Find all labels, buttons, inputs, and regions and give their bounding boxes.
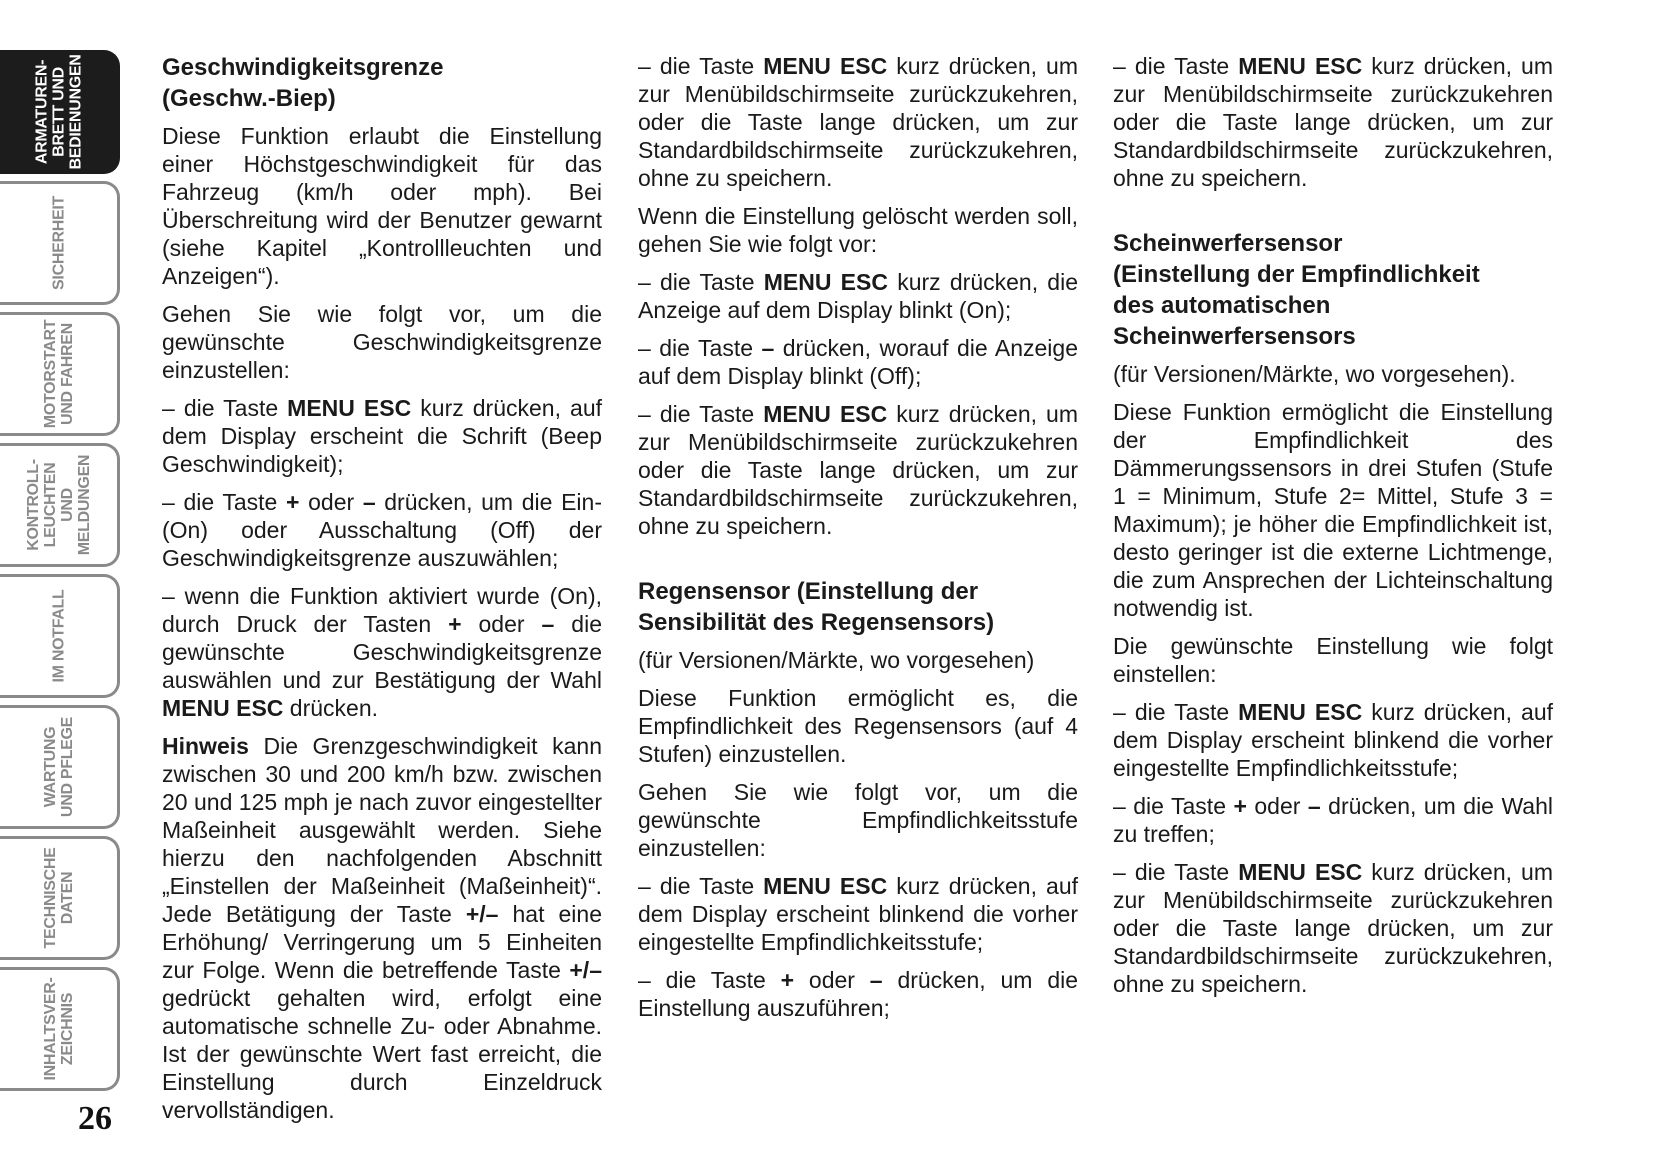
paragraph [638,966,1078,1022]
column-2 [638,52,1078,1032]
paragraph: Diese Funktion ermöglicht die Einstellung der Empfindlichkeit des Dämmerungssensors in drei Stufen (Stufe 1 = Minimum, Stufe 2= Mittel, Stufe 3 = Maximum); je höher die Empfindlichkeit ist, desto geringer ist die externe Lichtmenge, die zum Ansprechen der Lichteinschaltung notwendig ist. [1113,399,1553,621]
key-label: MENU ESC [162,695,284,721]
text: – die Taste [638,873,764,899]
text: – die Taste [638,967,781,993]
key-label: – [362,489,376,515]
key-label: – [869,967,883,993]
paragraph: Gehen Sie wie folgt vor, um die gewünschte Geschwindigkeitsgrenze einzustellen: [162,301,602,383]
heading-line: (Geschw.-Biep) [162,85,336,112]
key-label: +/– [465,901,499,927]
text: kurz drücken, auf dem Display erscheint blinkend die vorher eingestellte Empfindlichkeitsstufe; [638,873,1078,955]
text: oder [299,489,363,515]
heading-line: (Einstellung der Empfindlichkeit [1113,261,1480,288]
text: drücken. [283,695,379,721]
tab-wartung[interactable] [0,705,120,829]
text: kurz drücken, auf dem Display erscheint die Schrift (Beep Geschwindigkeit); [162,395,602,477]
key-label: MENU ESC [287,395,412,421]
tab-im-notfall[interactable] [0,574,120,698]
availability-note: (für Versionen/Märkte, wo vorgesehen) [638,647,1035,673]
tab-label: MOTORSTART UND FAHREN [41,319,76,429]
note-label: Hinweis [162,733,249,759]
text: kurz drücken, um zur Menübildschirmseite zurückzukehren oder die Taste lange drücken, um zur Standardbildschirmseite zurückzukehren, ohne zu speichern. [1113,859,1553,997]
text: – die Taste [638,53,764,79]
section-heading-rain-sensor [638,576,1078,638]
tab-kontrollleuchten[interactable] [0,443,120,567]
paragraph [162,394,602,478]
tab-motorstart[interactable] [0,312,120,436]
heading-line: Regensensor (Einstellung der [638,578,979,605]
text: kurz drücken, um zur Menübildschirmseite zurückzukehren oder die Taste lange drücken, um zur Standardbildschirmseite zurückzukehren, ohne zu speichern. [1113,53,1553,191]
text: – die Taste [162,489,287,515]
text: oder [1246,793,1308,819]
key-label: MENU ESC [1238,53,1363,79]
paragraph: Diese Funktion erlaubt die Einstellung einer Höchstgeschwindigkeit für das Fahrzeug (km/h oder mph). Bei Überschreitung wird der Benutzer gewarnt (siehe Kapitel „Kontrollleuchten und Anzeigen“). [162,123,602,289]
text: – die Taste [1113,699,1239,725]
heading-line: Scheinwerfersensors [1113,323,1356,350]
key-label: MENU ESC [1238,699,1363,725]
text: – die Taste [638,269,764,295]
paragraph [638,268,1078,324]
key-label: – [1307,793,1321,819]
paragraph [1113,858,1553,998]
tab-technische-daten[interactable] [0,836,120,960]
key-label: MENU ESC [763,873,888,899]
key-label: MENU ESC [763,401,888,427]
text: drücken, um die Einstellung auszuführen; [638,967,1079,1021]
column-1 [162,52,602,1134]
note-paragraph [162,732,602,1124]
paragraph [638,400,1078,540]
chapter-sidebar [0,50,124,1095]
heading-line: des automatischen [1113,292,1331,319]
text: oder [794,967,870,993]
tab-armaturenbrett[interactable] [0,50,120,174]
heading-line: Scheinwerfersensor [1113,230,1343,257]
tab-label: KONTROLL- LEUCHTEN UND MELDUNGEN [24,454,93,556]
tab-label: ARMATUREN- BRETT UND BEDIENUNGEN [33,54,84,170]
text: kurz drücken, um zur Menübildschirmseite zurückzukehren oder die Taste lange drücken, um zur Standardbildschirmseite zurückzukehren, ohne zu speichern. [638,401,1078,539]
heading-line: Geschwindigkeitsgrenze [162,54,444,81]
column-3 [1113,52,1553,1008]
availability-note: (für Versionen/Märkte, wo vorgesehen). [1113,361,1516,387]
text: drücken, worauf die Anzeige auf dem Display blinkt (Off); [638,335,1078,389]
page-number: 26 [78,1100,112,1137]
text: oder [461,611,542,637]
paragraph: Die gewünschte Einstellung wie folgt einstellen: [1113,633,1553,687]
key-label: MENU ESC [763,269,888,295]
key-label: MENU ESC [1238,859,1363,885]
key-label: +/– [569,957,602,983]
paragraph [638,872,1078,956]
key-label: – [541,611,555,637]
text: – wenn die Funktion aktiviert wurde (On), durch Druck der Tasten [162,583,602,637]
text: Die Grenzgeschwindigkeit kann zwischen 30 und 200 km/h bzw. zwischen 20 und 125 mph je nach zuvor eingestellter Maßeinheit ausgewählt werden. Siehe hierzu den nachfolgenden Abschnitt „Einstellen der Maßeinheit (Maßeinheit)“. Jede Betätigung der Taste [162,733,602,927]
tab-label: INHALTSVER- ZEICHNIS [41,977,76,1081]
text: – die Taste [1113,859,1239,885]
paragraph [1113,792,1553,848]
text: die gewünschte Geschwindigkeitsgrenze auswählen und zur Bestätigung der Wahl [162,611,602,693]
text: – die Taste [638,335,762,361]
paragraph [1113,698,1553,782]
text: drücken, um die Wahl zu treffen; [1113,793,1553,847]
text: kurz drücken, um zur Menübildschirmseite zurückzukehren, oder die Taste lange drücken, um zur Standardbildschirmseite zurückzukehren, ohne zu speichern. [638,53,1078,191]
section-heading-headlight-sensor [1113,228,1553,352]
key-label: + [1233,793,1247,819]
tab-label: IM NOTFALL [50,589,67,683]
text: kurz drücken, die Anzeige auf dem Display blinkt (On); [638,269,1079,323]
text: – die Taste [638,401,764,427]
paragraph [162,582,602,722]
text: – die Taste [1113,793,1234,819]
text: gedrückt gehalten wird, erfolgt eine automatische schnelle Zu- oder Abnahme. Ist der gewünschte Wert fast erreicht, die Einstellung durch Einzeldruck vervollständigen. [162,985,602,1123]
key-label: + [448,611,462,637]
text: – die Taste [162,395,288,421]
tab-inhaltsverzeichnis[interactable] [0,967,120,1091]
paragraph [638,52,1078,192]
text: hat eine Erhöhung/ Verringerung um 5 Einheiten zur Folge. Wenn die betreffende Taste [162,901,602,983]
paragraph: Gehen Sie wie folgt vor, um die gewünschte Empfindlichkeitsstufe einzustellen: [638,779,1078,861]
paragraph [162,488,602,572]
key-label: – [761,335,775,361]
heading-line: Sensibilität des Regensensors) [638,609,995,636]
paragraph: Diese Funktion ermöglicht es, die Empfindlichkeit des Regensensors (auf 4 Stufen) einzustellen. [638,685,1078,767]
tab-label: SICHERHEIT [50,196,67,290]
paragraph: Wenn die Einstellung gelöscht werden soll, gehen Sie wie folgt vor: [638,203,1078,257]
key-label: + [286,489,300,515]
paragraph [1113,52,1553,192]
text: drücken, um die Ein- (On) oder Ausschaltung (Off) der Geschwindigkeitsgrenze auszuwählen; [162,489,602,571]
tab-sicherheit[interactable] [0,181,120,305]
tab-label: TECHNISCHE DATEN [41,847,76,949]
section-heading-speed-limit [162,52,602,114]
key-label: + [780,967,795,993]
text: – die Taste [1113,53,1239,79]
key-label: MENU ESC [763,53,888,79]
text: kurz drücken, auf dem Display erscheint blinkend die vorher eingestellte Empfindlichkeitsstufe; [1113,699,1553,781]
paragraph [638,334,1078,390]
tab-label: WARTUNG UND PFLEGE [41,716,76,818]
